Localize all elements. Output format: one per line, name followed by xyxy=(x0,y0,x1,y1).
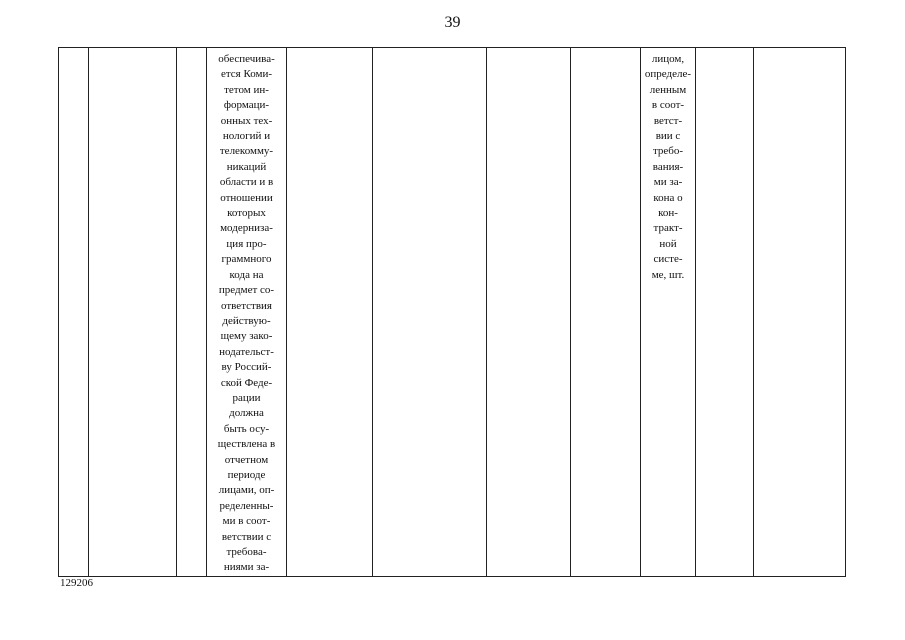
cell-text-line: действую- xyxy=(222,314,271,327)
cell-text-line: предмет со- xyxy=(218,284,275,297)
cell-text-line: лицом, xyxy=(651,53,685,65)
page-number: 39 xyxy=(444,14,461,31)
cell-text-line: в соот- xyxy=(651,99,685,112)
cell-text-line: которых xyxy=(227,207,266,220)
cell-text-line: кон- xyxy=(658,207,678,220)
cell-text-line: ция про- xyxy=(226,237,267,250)
cell-text-line: ской Феде- xyxy=(220,376,273,389)
table-row xyxy=(59,48,846,577)
cell-text-line: ределенны- xyxy=(219,499,274,512)
cell-text-line: периоде xyxy=(227,468,266,481)
table-cell-10 xyxy=(696,48,754,577)
cell-text-line: лицами, оп- xyxy=(218,484,275,497)
cell-text-line: кода на xyxy=(229,268,264,281)
cell-text-line: ми за- xyxy=(653,176,683,189)
cell-text-line: ниями за- xyxy=(223,561,270,574)
cell-text-line: ется Коми- xyxy=(220,68,273,81)
cell-text-line: должна xyxy=(229,407,264,420)
cell-text-line: ветствии с xyxy=(221,530,272,543)
table-cell-1 xyxy=(59,48,89,577)
cell-text-line: ме, шт. xyxy=(651,268,685,281)
cell-text-line: ми в соот- xyxy=(222,515,271,528)
cell-text-line: вии с xyxy=(655,130,681,143)
cell-text-line: никаций xyxy=(226,160,267,173)
cell-text-line: щему зако- xyxy=(220,330,273,343)
cell-text-line: граммного xyxy=(221,253,272,266)
cell-text-line: отношении xyxy=(220,191,273,204)
table-cell-9 xyxy=(641,48,696,577)
table-cell-5 xyxy=(287,48,373,577)
cell-text-line: систе- xyxy=(653,253,683,266)
cell-text-line: обеспечива- xyxy=(218,53,275,65)
cell-text-line: отчетном xyxy=(224,453,269,466)
cell-text-line: тракт- xyxy=(653,222,683,235)
cell-text-line: ву Россий- xyxy=(221,361,272,374)
cell-text-line: кона о xyxy=(653,191,683,204)
cell-text-line: вания- xyxy=(652,160,684,173)
cell-text-line: онных тех- xyxy=(220,114,273,127)
cell-text-line: требова- xyxy=(226,546,267,558)
cell-text-line: телекомму- xyxy=(219,145,274,158)
table-cell-2 xyxy=(89,48,177,577)
table-cell-4 xyxy=(207,48,287,577)
table-cell-6 xyxy=(373,48,487,577)
table-cell-11 xyxy=(754,48,846,577)
cell-text-line: нологий и xyxy=(222,130,271,143)
cell-text-line: области и в xyxy=(219,176,274,189)
cell-text-line: модерниза- xyxy=(220,222,273,235)
cell-text-line: тетом ин- xyxy=(224,83,269,96)
cell-text-line: требо- xyxy=(652,145,684,158)
table-cell-8 xyxy=(571,48,641,577)
cell-text-line: ветст- xyxy=(653,114,683,127)
cell-text-line: ответствия xyxy=(221,299,272,312)
document-code: 129206 xyxy=(60,577,93,589)
cell-text-line: определе- xyxy=(644,68,692,81)
cell-text-line: нодательст- xyxy=(219,345,274,358)
continuation-table xyxy=(58,47,846,577)
table-cell-7 xyxy=(487,48,571,577)
table-cell-3 xyxy=(177,48,207,577)
cell-text-line: рации xyxy=(232,391,261,404)
cell-text-line: ной xyxy=(659,237,677,250)
cell-text-line: формаци- xyxy=(223,99,270,112)
cell-text-line: быть осу- xyxy=(223,422,270,435)
cell-text-line: ленным xyxy=(649,83,687,96)
cell-text-line: ществлена в xyxy=(217,438,276,451)
